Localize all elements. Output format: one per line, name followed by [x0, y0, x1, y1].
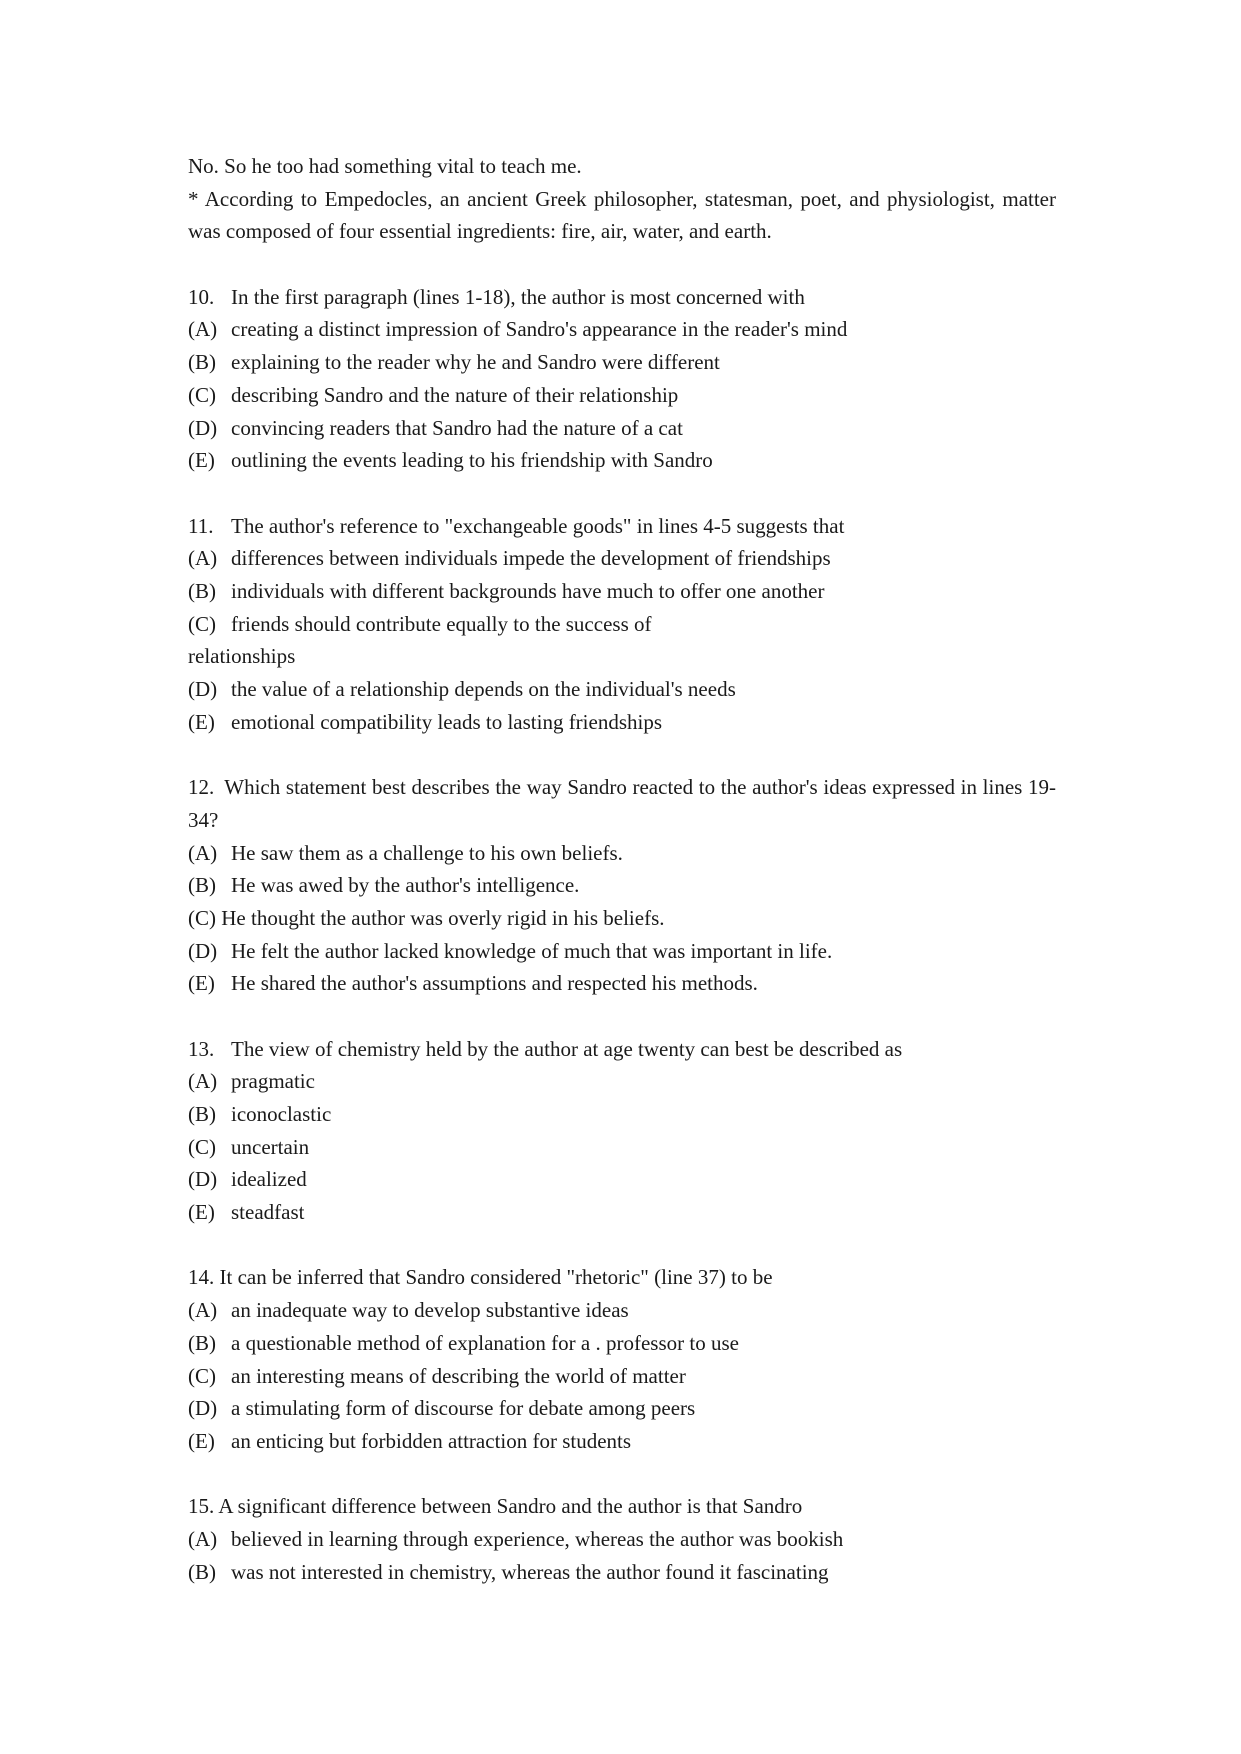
option-label: (B) — [188, 873, 216, 898]
option-label: (D) — [188, 938, 218, 963]
option-label: (A) — [188, 1069, 218, 1094]
question-10-stem — [188, 281, 1056, 314]
option-text: He thought the author was overly rigid in his beliefs. — [221, 905, 665, 930]
option-d — [188, 1163, 1056, 1196]
option-a — [188, 313, 1056, 346]
option-c — [188, 1360, 1056, 1393]
option-e — [188, 444, 1056, 477]
option-text: the value of a relationship depends on the individual's needs — [231, 677, 736, 702]
option-text: idealized — [231, 1167, 307, 1192]
spacer — [188, 1229, 1056, 1262]
option-label: (E) — [188, 1428, 215, 1453]
option-text: individuals with different backgrounds have much to offer one another — [231, 578, 825, 603]
option-d — [188, 1392, 1056, 1425]
option-label: (D) — [188, 415, 218, 440]
option-label: (A) — [188, 1526, 218, 1551]
question-text: The author's reference to "exchangeable goods" in lines 4-5 suggests that — [231, 513, 845, 538]
option-text: He felt the author lacked knowledge of much that was important in life. — [231, 938, 833, 963]
footnote: * According to Empedocles, an ancient Greek philosopher, statesman, poet, and physiologist, matter was composed of four essential ingredients: fire, air, water, and earth. — [188, 186, 1056, 244]
question-text: In the first paragraph (lines 1-18), the author is most concerned with — [231, 284, 805, 309]
intro-line: No. So he too had something vital to teach me. — [188, 154, 582, 178]
option-d — [188, 412, 1056, 445]
question-number: 12. — [188, 775, 215, 800]
option-label: (B) — [188, 350, 216, 375]
option-text: emotional compatibility leads to lasting friendships — [231, 709, 663, 734]
option-a — [188, 1523, 1056, 1556]
option-label: (D) — [188, 1396, 218, 1421]
question-number: 10. — [188, 284, 215, 309]
question-13-stem — [188, 1033, 1056, 1066]
option-e — [188, 1425, 1056, 1458]
spacer — [188, 248, 1056, 281]
option-b — [188, 575, 1056, 608]
option-b — [188, 1556, 1056, 1589]
option-b — [188, 346, 1056, 379]
option-label: (C) — [188, 1134, 216, 1159]
question-15-stem — [188, 1490, 1056, 1523]
option-text: iconoclastic — [231, 1102, 332, 1126]
question-11-stem — [188, 510, 1056, 543]
option-b — [188, 869, 1056, 902]
option-label: (E) — [188, 971, 215, 996]
option-text: a questionable method of explanation for a . professor to use — [231, 1330, 739, 1355]
option-label: (C) — [188, 611, 216, 636]
option-text: explaining to the reader why he and Sandro were different — [231, 350, 720, 375]
option-label: (C) — [188, 382, 216, 407]
option-text: believed in learning through experience, whereas the author was bookish — [231, 1526, 844, 1551]
option-label: (E) — [188, 448, 215, 473]
option-text: describing Sandro and the nature of their relationship — [231, 382, 679, 407]
option-label: (A) — [188, 317, 218, 342]
option-label: (E) — [188, 1200, 215, 1225]
option-label: (B) — [188, 1102, 216, 1126]
option-text: an interesting means of describing the world of matter — [231, 1363, 686, 1388]
spacer — [188, 738, 1056, 771]
option-label: (A) — [188, 840, 218, 865]
option-c — [188, 902, 1056, 935]
option-c-continuation: relationships — [188, 644, 296, 669]
option-text: steadfast — [231, 1200, 305, 1225]
option-b — [188, 1327, 1056, 1360]
document-page — [188, 150, 1056, 1588]
option-b — [188, 1098, 1056, 1131]
question-text: Which statement best describes the way Sandro reacted to the author's ideas expressed in lines 19-34? — [188, 775, 1056, 832]
option-text: uncertain — [231, 1134, 310, 1159]
question-text: The view of chemistry held by the author at age twenty can best be described as — [231, 1036, 903, 1061]
option-text: a stimulating form of discourse for debate among peers — [231, 1396, 696, 1421]
option-text: an enticing but forbidden attraction for students — [231, 1428, 632, 1453]
option-a — [188, 1294, 1056, 1327]
option-text: He saw them as a challenge to his own beliefs. — [231, 840, 623, 865]
spacer — [188, 1000, 1056, 1033]
option-label: (D) — [188, 677, 218, 702]
option-text: He was awed by the author's intelligence. — [231, 873, 580, 898]
option-text: convincing readers that Sandro had the nature of a cat — [231, 415, 683, 440]
question-number: 11. — [188, 513, 214, 538]
option-e — [188, 1196, 1056, 1229]
option-text: outlining the events leading to his friendship with Sandro — [231, 448, 713, 473]
option-d — [188, 673, 1056, 706]
option-label: (C) — [188, 905, 216, 930]
option-text: an inadequate way to develop substantive ideas — [231, 1298, 629, 1323]
option-c — [188, 1131, 1056, 1164]
option-text: was not interested in chemistry, whereas the author found it fascinating — [231, 1559, 829, 1584]
option-a — [188, 1065, 1056, 1098]
option-c — [188, 379, 1056, 412]
option-c — [188, 608, 1056, 641]
option-a — [188, 542, 1056, 575]
question-number: 15. — [188, 1494, 215, 1519]
option-label: (D) — [188, 1167, 218, 1192]
option-text: creating a distinct impression of Sandro's appearance in the reader's mind — [231, 317, 848, 342]
option-label: (E) — [188, 709, 215, 734]
option-d — [188, 935, 1056, 968]
option-e — [188, 967, 1056, 1000]
option-text: He shared the author's assumptions and respected his methods. — [231, 971, 758, 996]
option-text: differences between individuals impede the development of friendships — [231, 546, 831, 571]
option-label: (B) — [188, 1559, 216, 1584]
option-text: pragmatic — [231, 1069, 315, 1094]
option-e — [188, 706, 1056, 739]
option-label: (C) — [188, 1363, 216, 1388]
question-14-stem — [188, 1261, 1056, 1294]
option-a — [188, 837, 1056, 870]
option-label: (A) — [188, 546, 218, 571]
option-label: (A) — [188, 1298, 218, 1323]
question-number: 14. — [188, 1265, 215, 1290]
question-text: It can be inferred that Sandro considered "rhetoric" (line 37) to be — [219, 1265, 773, 1290]
option-text: friends should contribute equally to the success of — [231, 611, 652, 636]
question-number: 13. — [188, 1036, 215, 1061]
option-label: (B) — [188, 578, 216, 603]
question-12-stem — [188, 771, 1056, 836]
spacer — [188, 477, 1056, 510]
question-text: A significant difference between Sandro and the author is that Sandro — [218, 1494, 803, 1519]
option-label: (B) — [188, 1330, 216, 1355]
spacer — [188, 1458, 1056, 1491]
